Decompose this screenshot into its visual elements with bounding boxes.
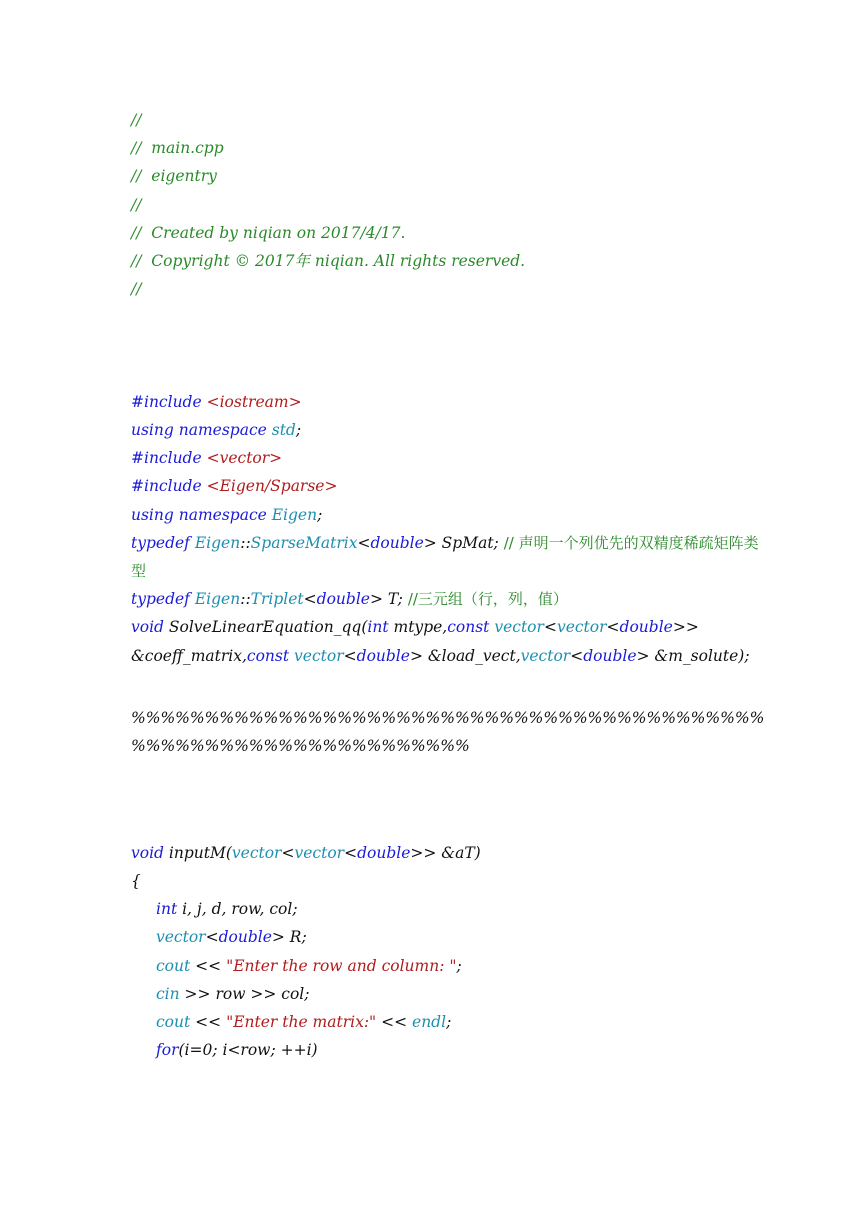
stream-name: cout <box>156 956 191 975</box>
keyword: for <box>156 1041 179 1060</box>
include-line <box>131 388 771 416</box>
keyword: #include <box>131 477 202 496</box>
code-text: < <box>357 533 371 552</box>
code-text: > &load_vect, <box>409 646 521 665</box>
comment-line: // eigentry <box>131 167 217 186</box>
code-text: ; <box>317 505 323 524</box>
code-text: < <box>205 928 219 947</box>
code-text: > R; <box>271 928 307 947</box>
declaration-line <box>131 642 771 670</box>
code-line <box>131 895 771 923</box>
code-text: :: <box>240 533 251 552</box>
type-name: vector <box>294 646 344 665</box>
keyword: using namespace <box>131 421 267 440</box>
blank-line <box>131 789 771 817</box>
code-text: >> row >> col; <box>179 984 310 1003</box>
code-text: mtype, <box>388 618 448 637</box>
keyword: using namespace <box>131 505 267 524</box>
code-text: ; <box>446 1012 452 1031</box>
code-text: < <box>303 590 317 609</box>
keyword: double <box>370 533 424 552</box>
keyword: double <box>583 646 637 665</box>
type-name: vector <box>494 618 544 637</box>
code-text: (i=0; i<row; ++i) <box>178 1041 318 1060</box>
code-text: << <box>376 1012 413 1031</box>
blank-line <box>131 760 771 788</box>
code-text: < <box>543 618 557 637</box>
code-text: << <box>190 1012 227 1031</box>
header-file: <vector> <box>206 449 283 468</box>
namespace-name: Eigen <box>194 533 241 552</box>
code-text: << <box>190 956 227 975</box>
code-text: < <box>344 843 358 862</box>
code-text: > SpMat; <box>423 533 504 552</box>
type-name: vector <box>294 843 345 862</box>
code-line <box>131 952 771 980</box>
namespace-name: Eigen <box>271 505 318 524</box>
comment-line: // Created by niqian on 2017/4/17. <box>131 223 406 242</box>
code-text: > &m_solute); <box>636 646 750 665</box>
keyword: void <box>131 843 164 862</box>
keyword: double <box>316 590 370 609</box>
code-text: :: <box>240 590 251 609</box>
code-document <box>131 106 771 1064</box>
function-name: inputM( <box>163 843 232 862</box>
keyword: double <box>218 928 272 947</box>
code-text: >> <box>672 618 699 637</box>
percent-separator: %%%%%%%%%%%%%%%%%%%%%%%%%%%%%%%%%%%%%%%%%%%%%%%%%%%%%%%%%%%%%%%%%% <box>131 708 765 756</box>
function-name: SolveLinearEquation_qq( <box>163 618 368 637</box>
comment-line: // <box>131 195 142 214</box>
keyword: void <box>131 618 164 637</box>
code-text: ; <box>295 421 302 440</box>
keyword: typedef <box>131 590 190 609</box>
keyword: double <box>619 618 673 637</box>
code-text: i, j, d, row, col; <box>177 900 298 919</box>
blank-line <box>131 670 771 698</box>
blank-line <box>131 332 771 360</box>
keyword: int <box>367 618 389 637</box>
comment-line: // main.cpp <box>131 139 224 158</box>
type-name: vector <box>156 928 206 947</box>
keyword: typedef <box>131 533 190 552</box>
code-text: < <box>606 618 620 637</box>
code-line <box>131 1008 771 1036</box>
header-file: <iostream> <box>206 392 302 411</box>
include-line <box>131 472 771 500</box>
code-line <box>131 980 771 1008</box>
keyword: int <box>156 900 178 919</box>
type-name: Triplet <box>250 590 304 609</box>
type-name: vector <box>556 618 607 637</box>
using-line <box>131 501 771 529</box>
code-text: ; <box>456 956 462 975</box>
using-line <box>131 416 771 444</box>
declaration-line <box>131 613 771 641</box>
keyword: double <box>356 646 410 665</box>
type-name: vector <box>520 646 571 665</box>
code-line <box>131 923 771 951</box>
string-literal: "Enter the matrix:" <box>226 1012 377 1031</box>
keyword: const <box>447 618 490 637</box>
blank-line <box>131 817 771 839</box>
keyword: #include <box>131 392 202 411</box>
stream-name: cout <box>156 1012 191 1031</box>
type-name: SparseMatrix <box>250 533 358 552</box>
code-text: < <box>343 646 357 665</box>
open-brace: { <box>131 871 141 890</box>
header-file: <Eigen/Sparse> <box>206 477 338 496</box>
typedef-line <box>131 585 771 613</box>
namespace-name: std <box>271 421 296 440</box>
function-signature <box>131 839 771 867</box>
code-text: &coeff_matrix, <box>131 646 247 665</box>
blank-line <box>131 303 771 331</box>
code-text: < <box>281 843 295 862</box>
code-line <box>131 1036 771 1064</box>
keyword: #include <box>131 449 202 468</box>
type-name: vector <box>231 843 282 862</box>
comment-line: // Copyright © 2017年 niqian. All rights reserved. <box>131 251 526 270</box>
stream-name: cin <box>156 984 180 1003</box>
blank-line <box>131 360 771 388</box>
string-literal: "Enter the row and column: " <box>226 956 457 975</box>
inline-comment: // 声明一个列优先的双精度稀疏矩阵类型 <box>131 533 759 581</box>
comment-line: // <box>131 111 142 129</box>
code-text: < <box>570 646 584 665</box>
keyword: const <box>246 646 290 665</box>
stream-name: endl <box>412 1012 447 1031</box>
comment-line: // <box>131 280 142 299</box>
code-text: > T; <box>369 590 408 609</box>
include-line <box>131 444 771 472</box>
code-text: >> &aT) <box>410 843 481 862</box>
namespace-name: Eigen <box>194 590 241 609</box>
inline-comment: //三元组（行，列，值） <box>407 590 568 609</box>
typedef-line <box>131 529 771 585</box>
keyword: double <box>357 843 411 862</box>
